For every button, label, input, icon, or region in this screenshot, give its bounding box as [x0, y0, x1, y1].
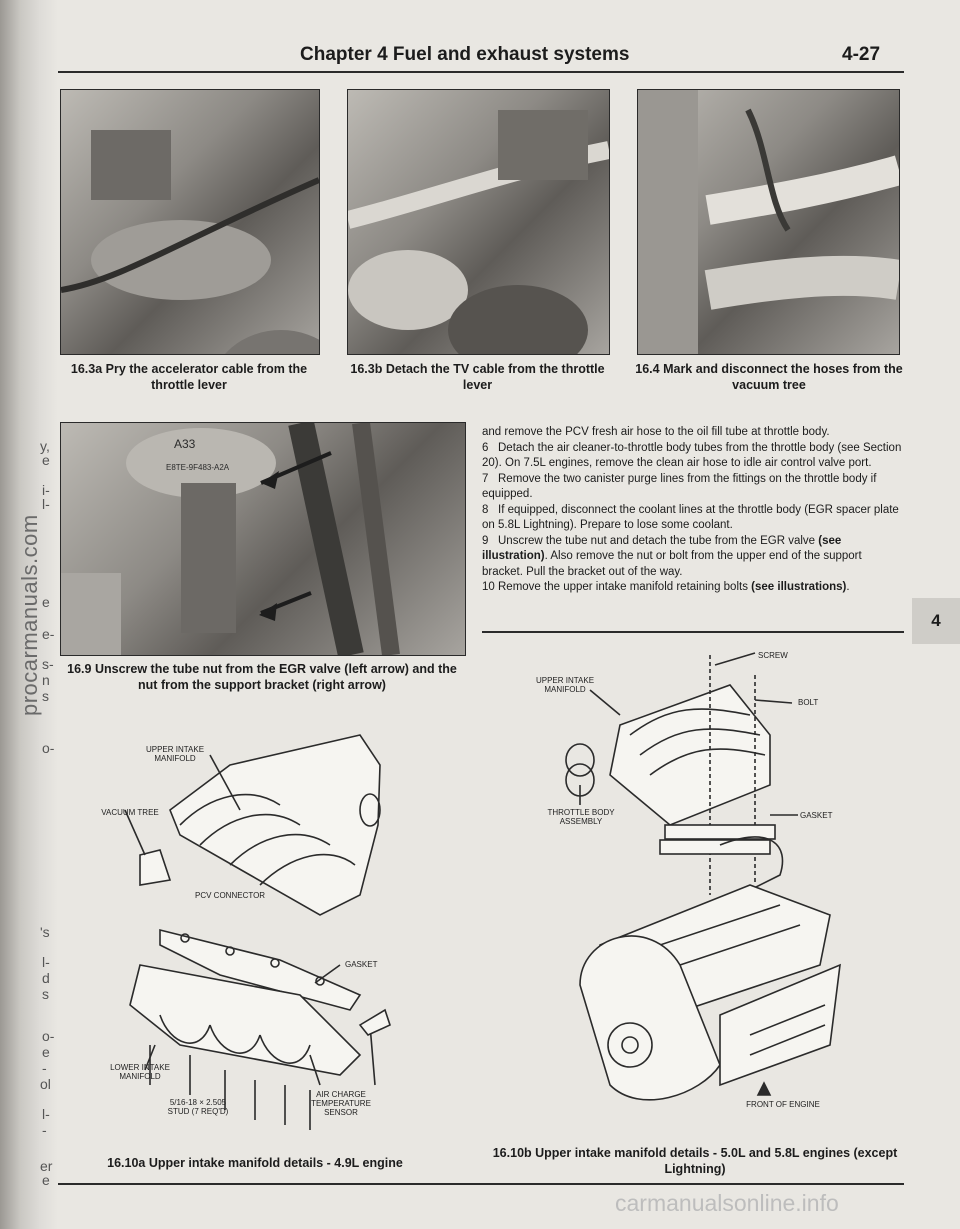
edge-fragment: er [40, 1158, 53, 1174]
step-8: 8 If equipped, disconnect the coolant lines at the throttle body (EGR spacer plate on 5.8L Lightning). Prepare to lose some coolant. [482, 503, 899, 531]
diagram-caption: 16.10a Upper intake manifold details - 4.9L engine [107, 1156, 403, 1170]
edge-fragment: ol [40, 1076, 51, 1092]
side-watermark: procarmanuals.com [17, 514, 42, 716]
label-lower-intake-manifold: LOWER INTAKE MANIFOLD [110, 1063, 170, 1081]
label-pcv-connector: PCV CONNECTOR [195, 891, 266, 900]
label-gasket: GASKET [345, 960, 378, 969]
body-text [482, 425, 904, 596]
label-stud: 5/16-18 × 2.505 STUD (7 REQ'D) [167, 1098, 229, 1116]
step-10: 10 Remove the upper intake manifold retaining bolts (see illustrations). [482, 581, 850, 593]
edge-fragment: o- [42, 740, 55, 756]
edge-fragment: s- [42, 656, 54, 672]
paragraph: and remove the PCV fresh air hose to the oil fill tube at throttle body. [482, 426, 830, 438]
edge-fragment: l- [42, 496, 50, 512]
photo-caption: 16.3b Detach the TV cable from the throttle lever [350, 362, 605, 392]
edge-fragment: s [42, 688, 49, 704]
edge-fragment: 's [40, 924, 50, 940]
label-air-charge-temperature-sensor: AIR CHARGE TEMPERATURE SENSOR [311, 1090, 371, 1117]
photo-vacuum-tree [637, 89, 900, 355]
photo-egr-valve [60, 422, 466, 656]
label-upper-intake-manifold: UPPER INTAKE MANIFOLD [535, 676, 595, 694]
edge-fragment: l- [42, 954, 50, 970]
diagram-manifold-5-0l-5-8l [520, 645, 900, 1130]
egr-stamp: A33 [174, 437, 196, 451]
edge-fragment: e- [42, 626, 55, 642]
header-rule [58, 71, 904, 73]
label-throttle-body-assembly: THROTTLE BODY ASSEMBLY [547, 808, 615, 826]
label-upper-intake-manifold: UPPER INTAKE MANIFOLD [145, 745, 205, 763]
edge-fragment: y, [40, 438, 50, 454]
photo-tv-cable [347, 89, 610, 355]
step-7: 7 Remove the two canister purge lines from the fittings on the throttle body if equipped. [482, 472, 877, 500]
edge-fragment: - [42, 1060, 47, 1076]
edge-fragment: l- [42, 1106, 50, 1122]
label-bolt: BOLT [798, 698, 819, 707]
page-number: 4-27 [842, 44, 881, 65]
diagram-caption: 16.10b Upper intake manifold details - 5.0L and 5.8L engines (except Lightning) [492, 1146, 898, 1176]
edge-fragment: s [42, 986, 49, 1002]
label-screw: SCREW [758, 651, 788, 660]
edge-fragment: e [42, 452, 50, 468]
step-9: 9 Unscrew the tube nut and detach the tube from the EGR valve (see illustration). Also remove the nut or bolt from the upper end of the support bracket. Pull the bracket out of the way. [482, 534, 862, 578]
chapter-title: Chapter 4 Fuel and exhaust systems [300, 44, 630, 65]
label-vacuum-tree: VACUUM TREE [101, 808, 159, 817]
edge-fragment: e [42, 1172, 50, 1188]
section-rule [482, 631, 904, 633]
photo-caption: 16.3a Pry the accelerator cable from the throttle lever [70, 362, 308, 392]
photo-accelerator-cable [60, 89, 320, 355]
edge-fragment: i- [42, 482, 50, 498]
edge-fragment: e [42, 594, 50, 610]
edge-fragment: e [42, 1044, 50, 1060]
edge-fragment: - [42, 1122, 47, 1138]
step-6: 6 Detach the air cleaner-to-throttle body tubes from the throttle body (see Section 20). On 7.5L engines, remove the clean air hose to idle air control valve port. [482, 441, 902, 469]
label-front-of-engine: FRONT OF ENGINE [746, 1100, 820, 1109]
footer-rule [58, 1183, 904, 1185]
edge-fragment: d [42, 970, 50, 986]
photo-caption: 16.9 Unscrew the tube nut from the EGR valve (left arrow) and the nut from the support bracket (right arrow) [67, 662, 457, 692]
section-tab: 4 [912, 598, 960, 644]
edge-fragment: n [42, 672, 50, 688]
label-gasket: GASKET [800, 811, 833, 820]
egr-stamp-part-number: E8TE-9F483-A2A [166, 463, 230, 472]
edge-fragment: o- [42, 1028, 55, 1044]
bottom-watermark: carmanualsonline.info [615, 1190, 839, 1216]
photo-caption: 16.4 Mark and disconnect the hoses from the vacuum tree [635, 362, 903, 392]
